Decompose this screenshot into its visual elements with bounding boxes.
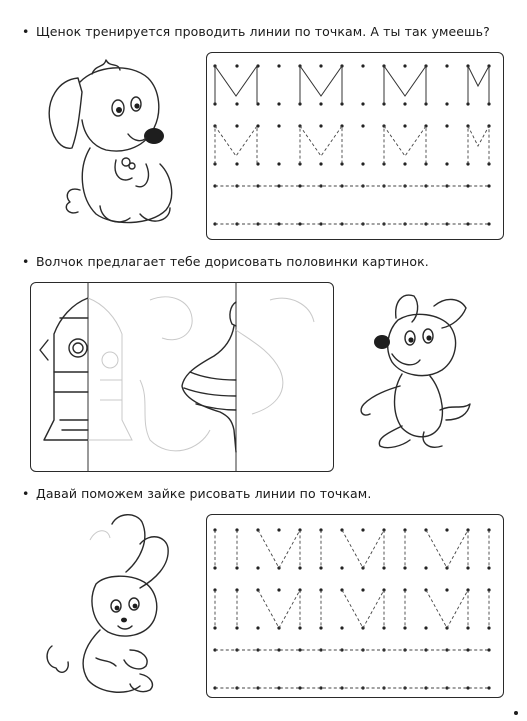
- bullet: •: [22, 254, 30, 269]
- bullet: •: [22, 24, 30, 39]
- bullet: •: [22, 486, 30, 501]
- instruction-puppy-text: Щенок тренируется проводить линии по точкам. А ты так умеешь?: [36, 24, 490, 39]
- instruction-wolf-text: Волчок предлагает тебе дорисовать половинки картинок.: [36, 254, 429, 269]
- instruction-bunny-text: Давай поможем зайке рисовать линии по точкам.: [36, 486, 372, 501]
